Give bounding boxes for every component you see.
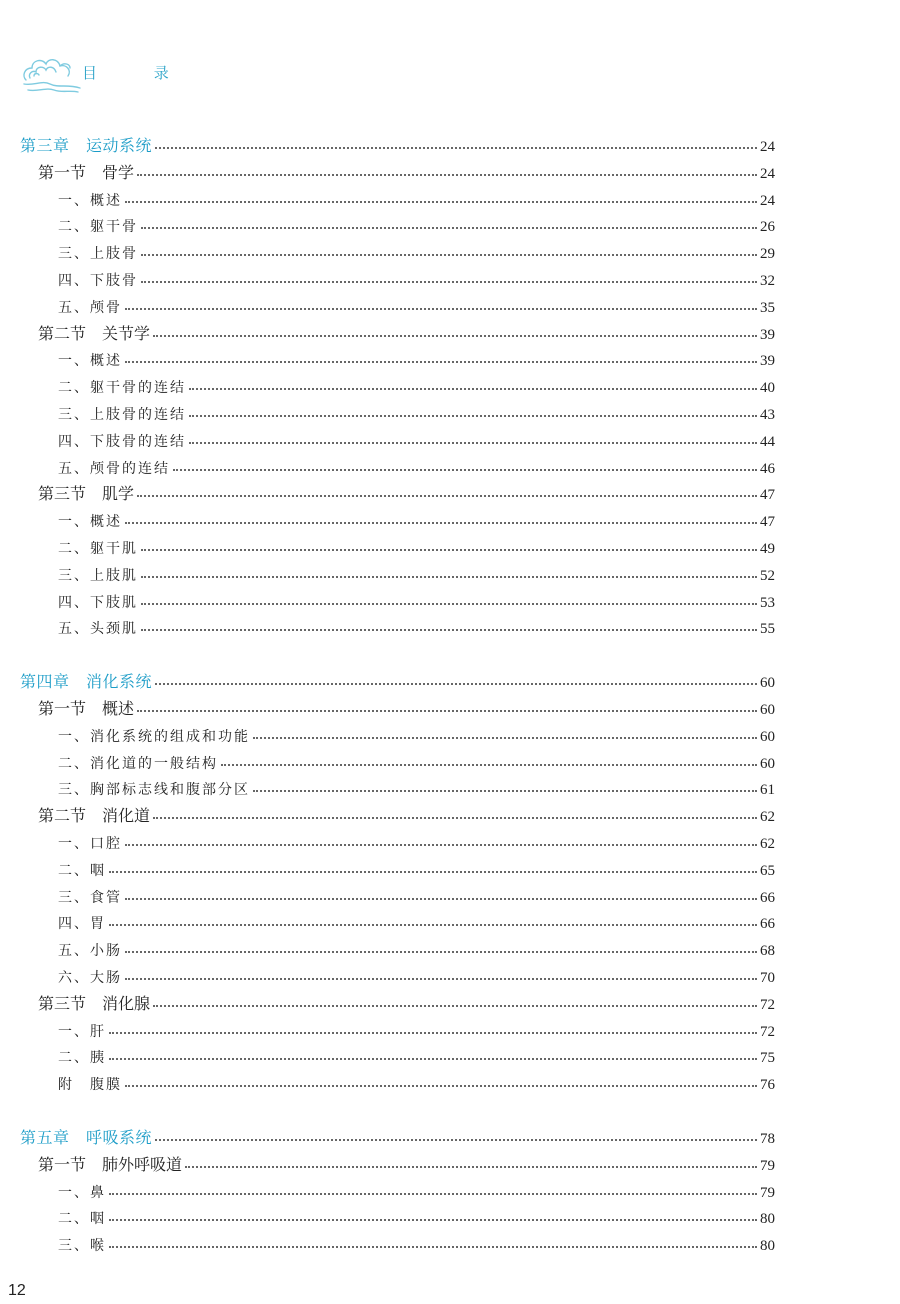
- toc-page-number: 35: [760, 299, 775, 316]
- toc-item-row[interactable]: [0, 398, 900, 424]
- toc-chapter-row[interactable]: [0, 666, 900, 692]
- toc-title: 目 录: [82, 64, 195, 82]
- toc-section-label: 第一节 骨学: [38, 162, 135, 182]
- toc-section-row[interactable]: [0, 988, 900, 1014]
- toc-page-number: 79: [760, 1157, 775, 1174]
- dot-leader: [141, 281, 757, 283]
- toc-item-label: 三、上肢肌: [58, 567, 138, 584]
- dot-leader: [109, 1193, 757, 1195]
- cloud-ornament-icon: [20, 50, 82, 96]
- toc-item-label: 四、下肢肌: [58, 594, 138, 611]
- toc-section-label: 第一节 概述: [38, 699, 135, 718]
- toc-page-number: 62: [760, 836, 775, 852]
- toc-page-number: 24: [760, 165, 775, 182]
- toc-item-label: 一、概述: [58, 353, 122, 370]
- toc-page-number: 46: [760, 460, 775, 477]
- toc-item-row[interactable]: [0, 425, 900, 451]
- dot-leader: [141, 603, 757, 605]
- toc-section-label: 第三节 消化腺: [38, 993, 151, 1013]
- dot-leader: [125, 522, 757, 524]
- toc-page-number: 55: [760, 621, 775, 638]
- toc-item-label: 三、食管: [58, 889, 122, 906]
- toc-item-label: 二、咽: [58, 862, 106, 879]
- dot-leader: [189, 415, 757, 417]
- toc-page-number: 60: [760, 702, 775, 718]
- toc-page-number: 66: [760, 889, 775, 906]
- toc-section-row[interactable]: [0, 693, 900, 719]
- toc-item-row[interactable]: [0, 371, 900, 397]
- dot-leader: [173, 469, 757, 471]
- dot-leader: [125, 898, 757, 900]
- toc-item-row[interactable]: [0, 747, 900, 773]
- dot-leader: [185, 1166, 757, 1168]
- toc-chapter-row[interactable]: [0, 130, 900, 156]
- toc-item-row[interactable]: [0, 720, 900, 746]
- dot-leader: [141, 549, 757, 551]
- toc-item-label: 二、躯干骨: [58, 219, 138, 236]
- toc-item-row[interactable]: [0, 237, 900, 263]
- dot-leader: [155, 683, 757, 685]
- dot-leader: [153, 1005, 757, 1007]
- toc-item-row[interactable]: [0, 1202, 900, 1228]
- dot-leader: [125, 1085, 757, 1087]
- toc-item-label: 六、大肠: [58, 970, 122, 986]
- toc-chapter-row[interactable]: [0, 1122, 900, 1148]
- toc-section-row[interactable]: [0, 1149, 900, 1175]
- dot-leader: [189, 388, 757, 390]
- toc-item-row[interactable]: [0, 907, 900, 933]
- toc-page-number: 29: [760, 246, 775, 263]
- toc-item-label: 二、躯干骨的连结: [58, 380, 186, 397]
- toc-item-label: 附 腹膜: [58, 1077, 122, 1094]
- page-number: 12: [8, 1282, 26, 1299]
- dot-leader: [155, 1139, 757, 1141]
- dot-leader: [153, 335, 757, 337]
- toc-item-label: 三、上肢骨: [58, 246, 138, 263]
- dot-leader: [155, 147, 757, 149]
- toc-item-label: 四、胃: [58, 916, 106, 933]
- toc-page-number: 76: [760, 1077, 775, 1094]
- dot-leader: [109, 1058, 757, 1060]
- toc-item-label: 一、消化系统的组成和功能: [58, 728, 250, 745]
- toc-item-label: 三、上肢骨的连结: [58, 407, 186, 423]
- toc-item-label: 一、概述: [58, 192, 122, 209]
- toc-section-label: 第三节 肌学: [38, 484, 135, 504]
- dot-leader: [109, 1219, 757, 1221]
- toc-item-label: 一、鼻: [58, 1184, 106, 1201]
- dot-leader: [221, 764, 757, 766]
- toc-page-number: 72: [760, 1023, 775, 1040]
- toc-page-number: 47: [760, 514, 775, 531]
- dot-leader: [125, 308, 757, 310]
- dot-leader: [141, 629, 757, 631]
- toc-page-number: 79: [760, 1184, 775, 1201]
- toc-item-label: 一、肝: [58, 1023, 106, 1040]
- toc-page-number: 66: [760, 916, 775, 933]
- toc-item-row[interactable]: [0, 264, 900, 290]
- toc-page-number: 68: [760, 943, 775, 960]
- dot-leader: [141, 254, 757, 256]
- toc-item-row[interactable]: [0, 1229, 900, 1255]
- toc-page-number: 53: [760, 594, 775, 611]
- toc-item-row[interactable]: [0, 961, 900, 987]
- dot-leader: [125, 978, 757, 980]
- dot-leader: [253, 790, 757, 792]
- toc-item-row[interactable]: [0, 586, 900, 612]
- toc-item-row[interactable]: [0, 559, 900, 585]
- toc-item-row[interactable]: [0, 827, 900, 853]
- toc-page-number: 24: [760, 192, 775, 209]
- toc-item-row[interactable]: [0, 612, 900, 638]
- toc-page-number: 40: [760, 380, 775, 397]
- toc-page-number: 32: [760, 273, 775, 289]
- toc-item-label: 五、颅骨: [58, 299, 122, 316]
- toc-page-number: 61: [760, 782, 775, 799]
- toc-item-row[interactable]: [0, 1015, 900, 1041]
- dot-leader: [109, 924, 757, 926]
- toc-section-row[interactable]: [0, 800, 900, 826]
- toc-page-number: 70: [760, 970, 775, 986]
- dot-leader: [109, 871, 757, 873]
- toc-item-label: 二、胰: [58, 1050, 106, 1067]
- toc-page-number: 78: [760, 1131, 775, 1147]
- toc-page-number: 47: [760, 487, 775, 504]
- toc-item-label: 二、躯干肌: [58, 541, 138, 557]
- toc-header: [20, 50, 320, 100]
- dot-leader: [253, 737, 757, 739]
- toc-page-number: 62: [760, 809, 775, 826]
- dot-leader: [189, 442, 757, 444]
- toc-item-row[interactable]: [0, 532, 900, 558]
- dot-leader: [141, 227, 757, 229]
- toc-page-number: 75: [760, 1050, 775, 1067]
- toc-page-number: 80: [760, 1211, 775, 1228]
- toc-item-row[interactable]: [0, 854, 900, 880]
- toc-item-label: 五、颅骨的连结: [58, 460, 170, 477]
- toc-item-row[interactable]: [0, 210, 900, 236]
- toc-item-row[interactable]: [0, 291, 900, 317]
- toc-page-number: 60: [760, 728, 775, 745]
- toc-page-number: 44: [760, 433, 775, 450]
- toc-page-number: 24: [760, 139, 775, 155]
- toc-page-number: 52: [760, 567, 775, 584]
- toc-item-row[interactable]: [0, 881, 900, 907]
- toc-item-label: 一、概述: [58, 514, 122, 531]
- dot-leader: [125, 844, 757, 846]
- dot-leader: [125, 201, 757, 203]
- dot-leader: [137, 174, 757, 176]
- toc-page-number: 49: [760, 541, 775, 557]
- toc-item-row[interactable]: [0, 505, 900, 531]
- dot-leader: [153, 817, 757, 819]
- toc-item-label: 五、小肠: [58, 943, 122, 960]
- toc-page-number: 60: [760, 755, 775, 772]
- toc-item-row[interactable]: [0, 184, 900, 210]
- toc-item-row[interactable]: [0, 773, 900, 799]
- toc-chapter-label: 第三章 运动系统: [20, 136, 153, 155]
- dot-leader: [137, 710, 757, 712]
- toc-page-number: 72: [760, 996, 775, 1013]
- dot-leader: [125, 951, 757, 953]
- toc-section-label: 第一节 肺外呼吸道: [38, 1154, 183, 1174]
- toc-page-number: 65: [760, 862, 775, 879]
- toc-page-number: 39: [760, 326, 775, 343]
- toc-item-label: 四、下肢骨: [58, 273, 138, 289]
- toc-section-row[interactable]: [0, 318, 900, 344]
- toc-item-label: 一、口腔: [58, 836, 122, 852]
- dot-leader: [125, 361, 757, 363]
- toc-page-number: 43: [760, 407, 775, 423]
- toc-page-number: 39: [760, 353, 775, 370]
- dot-leader: [109, 1246, 757, 1248]
- toc-section-row[interactable]: [0, 157, 900, 183]
- toc-item-label: 二、咽: [58, 1211, 106, 1228]
- toc-item-row[interactable]: [0, 1068, 900, 1094]
- toc-item-label: 三、喉: [58, 1238, 106, 1255]
- toc-item-row[interactable]: [0, 452, 900, 478]
- toc-item-row[interactable]: [0, 1176, 900, 1202]
- toc-section-label: 第二节 关节学: [38, 323, 151, 343]
- toc-item-row[interactable]: [0, 934, 900, 960]
- toc-item-label: 三、胸部标志线和腹部分区: [58, 782, 250, 799]
- toc-item-label: 五、头颈肌: [58, 621, 138, 638]
- dot-leader: [137, 495, 757, 497]
- toc-page-number: 26: [760, 219, 775, 236]
- toc-page-number: 80: [760, 1238, 775, 1255]
- toc-section-label: 第二节 消化道: [38, 806, 151, 826]
- toc-item-row[interactable]: [0, 1041, 900, 1067]
- toc-section-row[interactable]: [0, 478, 900, 504]
- toc-item-row[interactable]: [0, 344, 900, 370]
- dot-leader: [109, 1032, 757, 1034]
- toc-page-number: 60: [760, 675, 775, 692]
- toc-item-label: 二、消化道的一般结构: [58, 755, 218, 772]
- toc-item-label: 四、下肢骨的连结: [58, 433, 186, 450]
- dot-leader: [141, 576, 757, 578]
- toc-chapter-label: 第四章 消化系统: [20, 672, 153, 692]
- toc-chapter-label: 第五章 呼吸系统: [20, 1128, 153, 1147]
